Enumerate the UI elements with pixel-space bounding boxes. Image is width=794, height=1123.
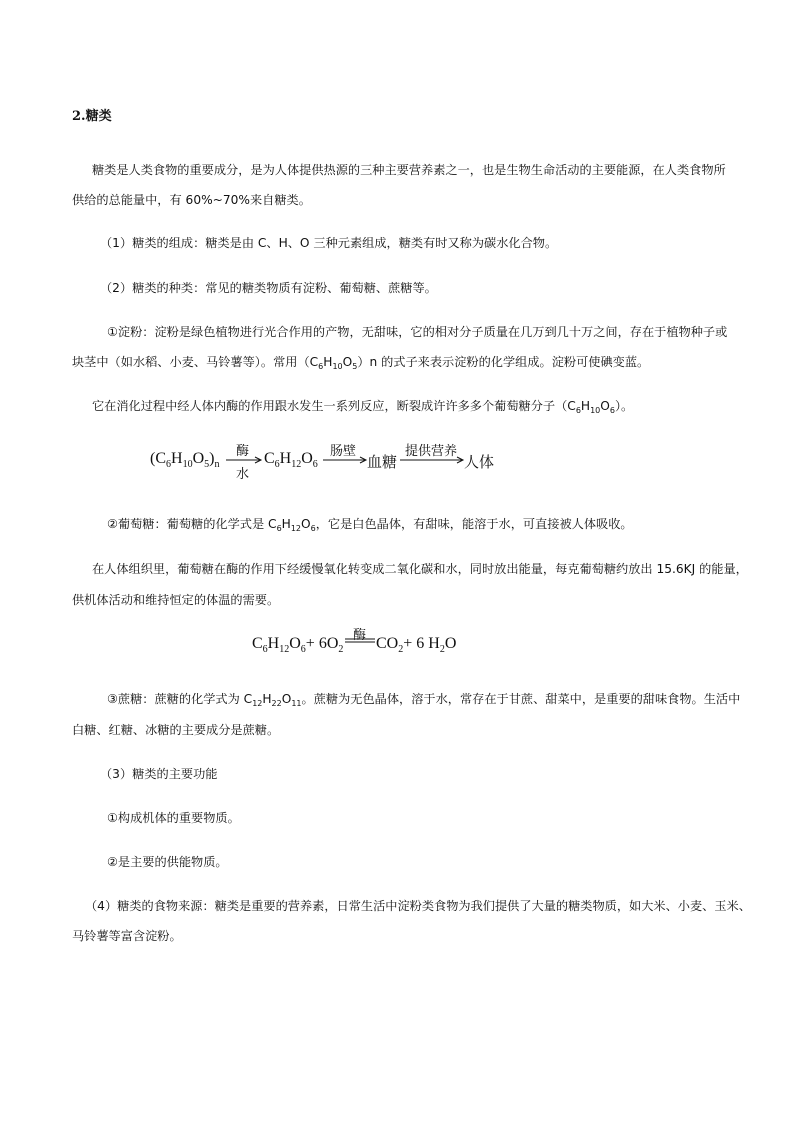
tissue-paragraph-line-2: 供机体活动和维持恒定的体温的需要。 (72, 593, 280, 607)
food-sources-line-2: 马铃薯等富含淀粉。 (72, 929, 182, 943)
starch-formula: $(C_6H_{10}O_5)_n$ (150, 450, 220, 470)
types-item: （2）糖类的种类：常见的糖类物质有淀粉、葡萄糖、蔗糖等。 (100, 281, 437, 295)
sucrose-paragraph-line-2: 白糖、红糖、冰糖的主要成分是蔗糖。 (72, 723, 280, 737)
intro-paragraph-line-1: 糖类是人类食物的重要成分，是为人体提供热源的三种主要营养素之一，也是生物生命活动的主要能源，在人类食物所 (92, 163, 726, 177)
starch-paragraph-line-2: 块茎中（如水稻、小麦、马铃薯等）。常用$(C_6H_{10}O_5)n$ 的式子来表示淀粉的化学组成。淀粉可使碘变蓝。 (72, 355, 650, 371)
composition-item: （1）糖类的组成：糖类是由 C、H、O 三种元素组成，糖类有时又称为碳水化合物。 (100, 236, 558, 250)
function-2: ②是主要的供能物质。 (107, 855, 228, 869)
starch-paragraph-line-1: ①淀粉：淀粉是绿色植物进行光合作用的产物，无甜味，它的相对分子质量在几万到几十万之间，存在于植物种子或 (107, 325, 728, 339)
equation2-right-side: $CO_2+ 6$ $H_2O$ (376, 635, 457, 655)
equation2-left-side: $C_6H_{12}O_6+ 6O_2$ (252, 635, 344, 655)
intro-paragraph-line-2: 供给的总能量中，有 60%~70%来自糖类。 (72, 193, 311, 207)
digestion-sentence: 它在消化过程中经人体内酶的作用跟水发生一系列反应，断裂成许许多多个葡萄糖分子$(C_6H_{10}O_6)$。 (92, 399, 634, 415)
reaction-arrow-2 (323, 456, 369, 464)
arrow1-bottom-label: 水 (236, 467, 250, 482)
reaction-arrow-3 (400, 456, 466, 464)
glucose-formula: $C_6H_{12}O_6$ (264, 450, 318, 470)
sucrose-paragraph-line-1: ③蔗糖：蔗糖的化学式为 $C_{12}H_{22}O_{11}$。蔗糖为无色晶体，溶于水，常存在于甘蔗、甜菜中，是重要的甜味食物。生活中 (107, 692, 741, 708)
blood-sugar-label: 血糖 (367, 453, 398, 471)
arrow3-top-label: 提供营养 (405, 444, 458, 459)
food-sources-line-1: （4）糖类的食物来源：糖类是重要的营养素，日常生活中淀粉类食物为我们提供了大量的糖类物质，如大米、小麦、玉米、 (85, 899, 751, 913)
section-title: 2.糖类 (72, 109, 112, 124)
arrow2-top-label: 肠壁 (330, 444, 357, 459)
glucose-paragraph: ②葡萄糖：葡萄糖的化学式是 $C_6H_{12}O_6$，它是白色晶体，有甜味，能溶于水，可直接被人体吸收。 (107, 517, 633, 533)
function-1: ①构成机体的重要物质。 (107, 811, 240, 825)
enzyme-label: 酶 (353, 628, 367, 643)
equals-sign (345, 638, 377, 644)
arrow1-top-label: 酶 (236, 444, 250, 459)
tissue-paragraph-line-1: 在人体组织里，葡萄糖在酶的作用下经缓慢氧化转变成二氧化碳和水，同时放出能量，每克葡萄糖约放出 15.6KJ 的能量， (92, 562, 748, 576)
functions-item: （3）糖类的主要功能 (100, 767, 218, 781)
human-body-label: 人体 (464, 453, 495, 471)
